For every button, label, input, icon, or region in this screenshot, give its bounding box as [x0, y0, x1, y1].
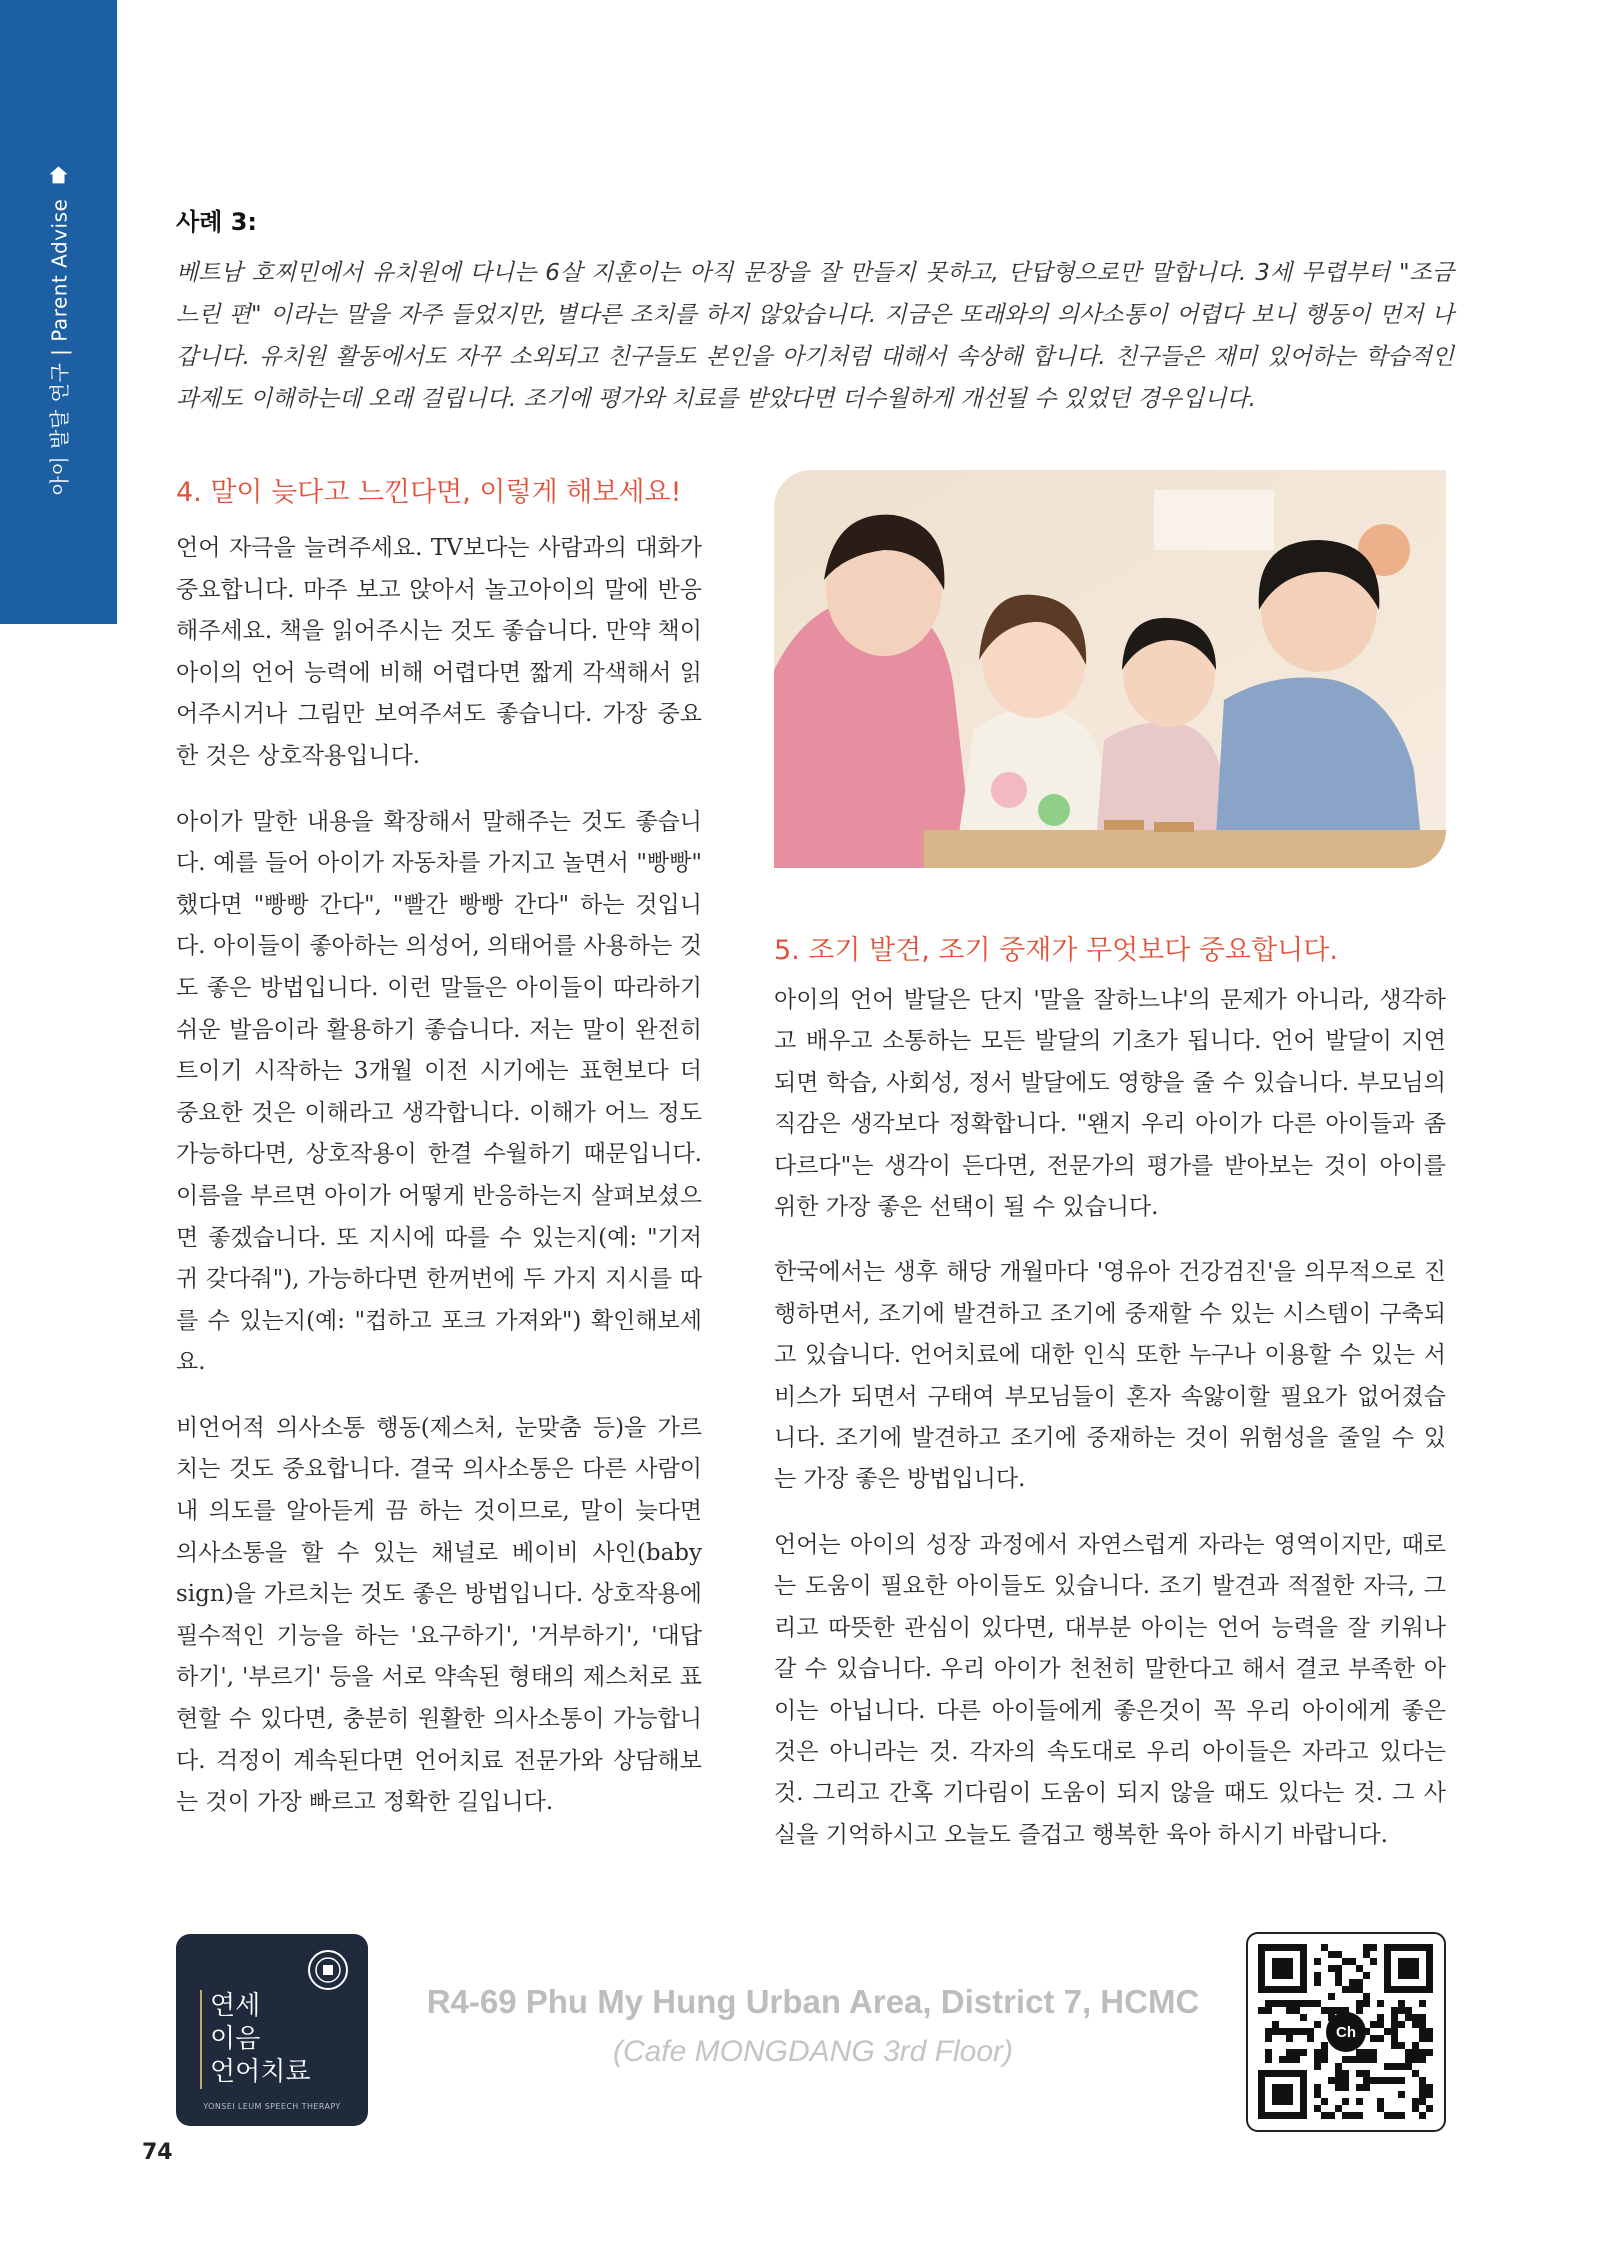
photo-illustration — [774, 470, 1446, 868]
logo-line-2: 이음 — [210, 2024, 261, 2054]
case-title: 사례 3: — [176, 208, 258, 236]
emblem-icon — [306, 1948, 350, 1992]
qr-badge-label: Ch — [1336, 2023, 1356, 2041]
section5-heading: 5. 조기 발견, 조기 중재가 무엇보다 중요합니다. — [774, 935, 1338, 966]
qr-code[interactable] — [1246, 1932, 1446, 2132]
case-body: 베트남 호찌민에서 유치원에 다니는 6살 지훈이는 아직 문장을 잘 만들지 못하고, 단답형으로만 말합니다. 3세 무렵부터 "조금 느린 편" 이라는 말을 자주 들었지만, 별다른 조치를 하지 않았습니다. 지금은 또래와의 의사소통이 어렵다 보니 행동이 먼저 나갑니다. 유치원 활동에서도 자꾸 소외되고 친구들도 본인을 아기처럼 대해서 속상해 합니다. 친구들은 재미 있어하는 학습적인 과제도 이해하는데 오래 걸립니다. 조기에 평가와 치료를 받았다면 더수월하게 개선될 수 있었던 경우입니다. — [176, 260, 1454, 412]
section5-column — [774, 980, 1446, 1880]
sidebar-label-wrap — [44, 165, 73, 496]
clinic-address-note: (Cafe MONGDANG 3rd Floor) — [612, 2035, 1014, 2068]
section4-heading: 4. 말이 늦다고 느낀다면, 이렇게 해보세요! — [176, 477, 682, 508]
home-icon — [47, 165, 69, 187]
sidebar-tab — [0, 0, 117, 624]
qr-badge — [1326, 2012, 1366, 2052]
logo-line-1: 연세 — [210, 1991, 261, 2021]
section5-paragraph-1: 아이의 언어 발달은 단지 '말을 잘하느냐'의 문제가 아니라, 생각하고 배우고 소통하는 모든 발달의 기초가 됩니다. 언어 발달이 지연되면 학습, 사회성, 정서 발달에도 영향을 줄 수 있습니다. 부모님의 직감은 생각보다 정확합니다. "왠지 우리 아이가 다른 아이들과 좀 다르다"는 생각이 든다면, 전문가의 평가를 받아보는 것이 아이를 위한 가장 좋은 선택이 될 수 있습니다. — [774, 987, 1446, 1221]
section4-paragraph-1: 언어 자극을 늘려주세요. TV보다는 사람과의 대화가 중요합니다. 마주 보고 앉아서 놀고아이의 말에 반응해주세요. 책을 읽어주시는 것도 좋습니다. 만약 책이 아이의 언어 능력에 비해 어렵다면 짧게 각색해서 읽어주시거나 그림만 보여주셔도 좋습니다. 가장 중요한 것은 상호작용입니다. — [176, 535, 702, 769]
page-number: 74 — [142, 2140, 173, 2165]
clinic-logo — [176, 1934, 368, 2126]
logo-subtitle: YONSEI LEUM SPEECH THERAPY — [203, 2102, 341, 2111]
section4-paragraph-3: 비언어적 의사소통 행동(제스처, 눈맞춤 등)을 가르치는 것도 중요합니다. 결국 의사소통은 다른 사람이 내 의도를 알아듣게 끔 하는 것이므로, 말이 늦다면 의사소통을 할 수 있는 채널로 베이비 사인(baby sign)을 가르치는 것도 좋은 방법입니다. 상호작용에 필수적인 기능을 하는 '요구하기', '거부하기', '대답하기', '부르기' 등을 서로 약속된 형태의 제스처로 표현할 수 있다면, 충분히 원활한 의사소통이 가능합니다. 걱정이 계속된다면 언어치료 전문가와 상담해보는 것이 가장 빠르고 정확한 길입니다. — [176, 1414, 702, 1816]
section4-paragraph-2: 아이가 말한 내용을 확장해서 말해주는 것도 좋습니다. 예를 들어 아이가 자동차를 가지고 놀면서 "빵빵" 했다면 "빵빵 간다", "빨간 빵빵 간다" 하는 것입니다. 아이들이 좋아하는 의성어, 의태어를 사용하는 것도 좋은 방법입니다. 이런 말들은 아이들이 따라하기 쉬운 발음이라 활용하기 좋습니다. 저는 말이 완전히 트이기 시작하는 3개월 이전 시기에는 표현보다 더 중요한 것은 이해라고 생각합니다. 이해가 어느 정도 가능하다면, 상호작용이 한결 수월하기 때문입니다. 이름을 부르면 아이가 어떻게 반응하는지 살펴보셨으면 좋겠습니다. 또 지시에 따를 수 있는지(예: "기저귀 갖다줘"), 가능하다면 한꺼번에 두 가지 지시를 따를 수 있는지(예: "컵하고 포크 가져와") 확인해보세요. — [176, 808, 702, 1376]
logo-line-3: 언어치료 — [210, 2057, 311, 2087]
section5-paragraph-2: 한국에서는 생후 해당 개월마다 '영유아 건강검진'을 의무적으로 진행하면서, 조기에 발견하고 조기에 중재할 수 있는 시스템이 구축되고 있습니다. 언어치료에 대한 인식 또한 누구나 이용할 수 있는 서비스가 되면서 구태여 부모님들이 혼자 속앓이할 필요가 없어졌습니다. 조기에 발견하고 조기에 중재하는 것이 위험성을 줄일 수 있는 가장 좋은 방법입니다. — [774, 1259, 1446, 1493]
clinic-address: R4-69 Phu My Hung Urban Area, District 7, HCMC — [426, 1983, 1200, 2020]
section5-paragraph-3: 언어는 아이의 성장 과정에서 자연스럽게 자라는 영역이지만, 때로는 도움이 필요한 아이들도 있습니다. 조기 발견과 적절한 자극, 그리고 따뜻한 관심이 있다면, 대부분 아이는 언어 능력을 잘 키워나갈 수 있습니다. 우리 아이가 천천히 말한다고 해서 결코 부족한 아이는 아닙니다. 다른 아이들에게 좋은것이 꼭 우리 아이에게 좋은 것은 아니라는 것. 각자의 속도대로 우리 아이들은 자라고 있다는 것. 그리고 간혹 기다림이 도움이 되지 않을 때도 있다는 것. 그 사실을 기억하시고 오늘도 즐겁고 행복한 육아 하시기 바랍니다. — [774, 1531, 1446, 1848]
section4-column — [176, 528, 702, 1848]
children-photo — [774, 470, 1446, 868]
logo-wordmark — [200, 1990, 310, 2089]
sidebar-label: 아이 발달 연구 | Parent Advise — [47, 198, 72, 496]
